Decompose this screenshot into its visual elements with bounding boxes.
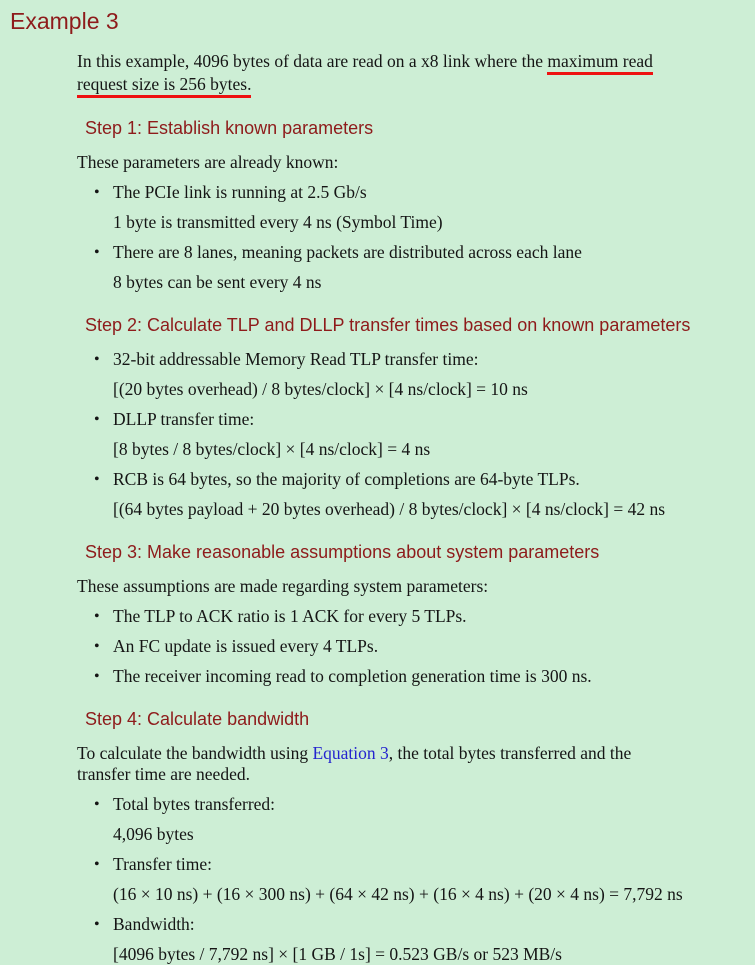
list-item: [77, 349, 749, 370]
bullet-icon: •: [94, 184, 100, 201]
equation-3-link[interactable]: Equation 3: [312, 743, 389, 763]
list-item-text: Bandwidth:: [113, 914, 195, 934]
page-title: Example 3: [10, 8, 119, 34]
list-item-text: An FC update is issued every 4 TLPs.: [113, 636, 379, 656]
section-step-1: [77, 118, 749, 293]
list-item-text: RCB is 64 bytes, so the majority of completions are 64-byte TLPs.: [113, 469, 580, 489]
bullet-icon: •: [94, 411, 100, 428]
lead-text: transfer time are needed.: [77, 764, 250, 784]
bullet-icon: •: [94, 471, 100, 488]
formula-line: [4096 bytes / 7,792 ns] × [1 GB / 1s] = 0.523 GB/s or 523 MB/s: [113, 944, 562, 964]
section-step-3: [77, 542, 749, 687]
list-item: [77, 914, 749, 935]
list-item-text: The TLP to ACK ratio is 1 ACK for every 5 TLPs.: [113, 606, 467, 626]
red-underlined-text: maximum read: [547, 51, 652, 75]
section-step-2: [77, 315, 749, 520]
step-2-heading: Step 2: Calculate TLP and DLLP transfer times based on known parameters: [85, 315, 691, 335]
intro-text: In this example, 4096 bytes of data are read on a x8 link where the: [77, 51, 548, 71]
list-item-text: The receiver incoming read to completion generation time is 300 ns.: [113, 666, 592, 686]
list-item: [77, 636, 749, 657]
list-item: [77, 666, 749, 687]
list-item-text: DLLP transfer time:: [113, 409, 255, 429]
formula-line: [8 bytes / 8 bytes/clock] × [4 ns/clock] = 4 ns: [113, 439, 431, 459]
list-item-text: 32-bit addressable Memory Read TLP transfer time:: [113, 349, 479, 369]
step-4-lead: [77, 743, 749, 785]
list-item: [77, 854, 749, 875]
lead-text: To calculate the bandwidth using: [77, 743, 313, 763]
bullet-icon: •: [94, 351, 100, 368]
list-item: [77, 409, 749, 430]
lead-text: , the total bytes transferred and the: [388, 743, 632, 763]
red-underlined-text: request size is 256 bytes.: [77, 74, 251, 98]
step-1-lead: These parameters are already known:: [77, 152, 339, 172]
list-item-text: The PCIe link is running at 2.5 Gb/s: [113, 182, 367, 202]
bullet-icon: •: [94, 668, 100, 685]
bullet-icon: •: [94, 244, 100, 261]
list-item-text: Transfer time:: [113, 854, 212, 874]
list-item: [77, 182, 749, 203]
bullet-icon: •: [94, 608, 100, 625]
bullet-icon: •: [94, 638, 100, 655]
intro-paragraph: [77, 50, 749, 96]
list-item-subtext: 8 bytes can be sent every 4 ns: [113, 272, 322, 292]
bullet-icon: •: [94, 796, 100, 813]
formula-line: (16 × 10 ns) + (16 × 300 ns) + (64 × 42 ns) + (16 × 4 ns) + (20 × 4 ns) = 7,792 ns: [113, 884, 683, 904]
list-item: [77, 242, 749, 263]
step-1-heading: Step 1: Establish known parameters: [85, 118, 374, 138]
formula-line: [(20 bytes overhead) / 8 bytes/clock] × [4 ns/clock] = 10 ns: [113, 379, 528, 399]
section-step-4: [77, 709, 749, 965]
list-item: [77, 794, 749, 815]
list-item-text: Total bytes transferred:: [113, 794, 276, 814]
list-item-subtext: 1 byte is transmitted every 4 ns (Symbol Time): [113, 212, 443, 232]
step-3-lead: These assumptions are made regarding system parameters:: [77, 576, 489, 596]
bullet-icon: •: [94, 856, 100, 873]
list-item-text: There are 8 lanes, meaning packets are distributed across each lane: [113, 242, 582, 262]
list-item: [77, 606, 749, 627]
list-item: [77, 469, 749, 490]
step-4-heading: Step 4: Calculate bandwidth: [85, 709, 310, 729]
example-content: [77, 50, 749, 965]
formula-line: [(64 bytes payload + 20 bytes overhead) / 8 bytes/clock] × [4 ns/clock] = 42 ns: [113, 499, 666, 519]
bullet-icon: •: [94, 916, 100, 933]
value-line: 4,096 bytes: [113, 824, 194, 844]
step-3-heading: Step 3: Make reasonable assumptions about system parameters: [85, 542, 600, 562]
